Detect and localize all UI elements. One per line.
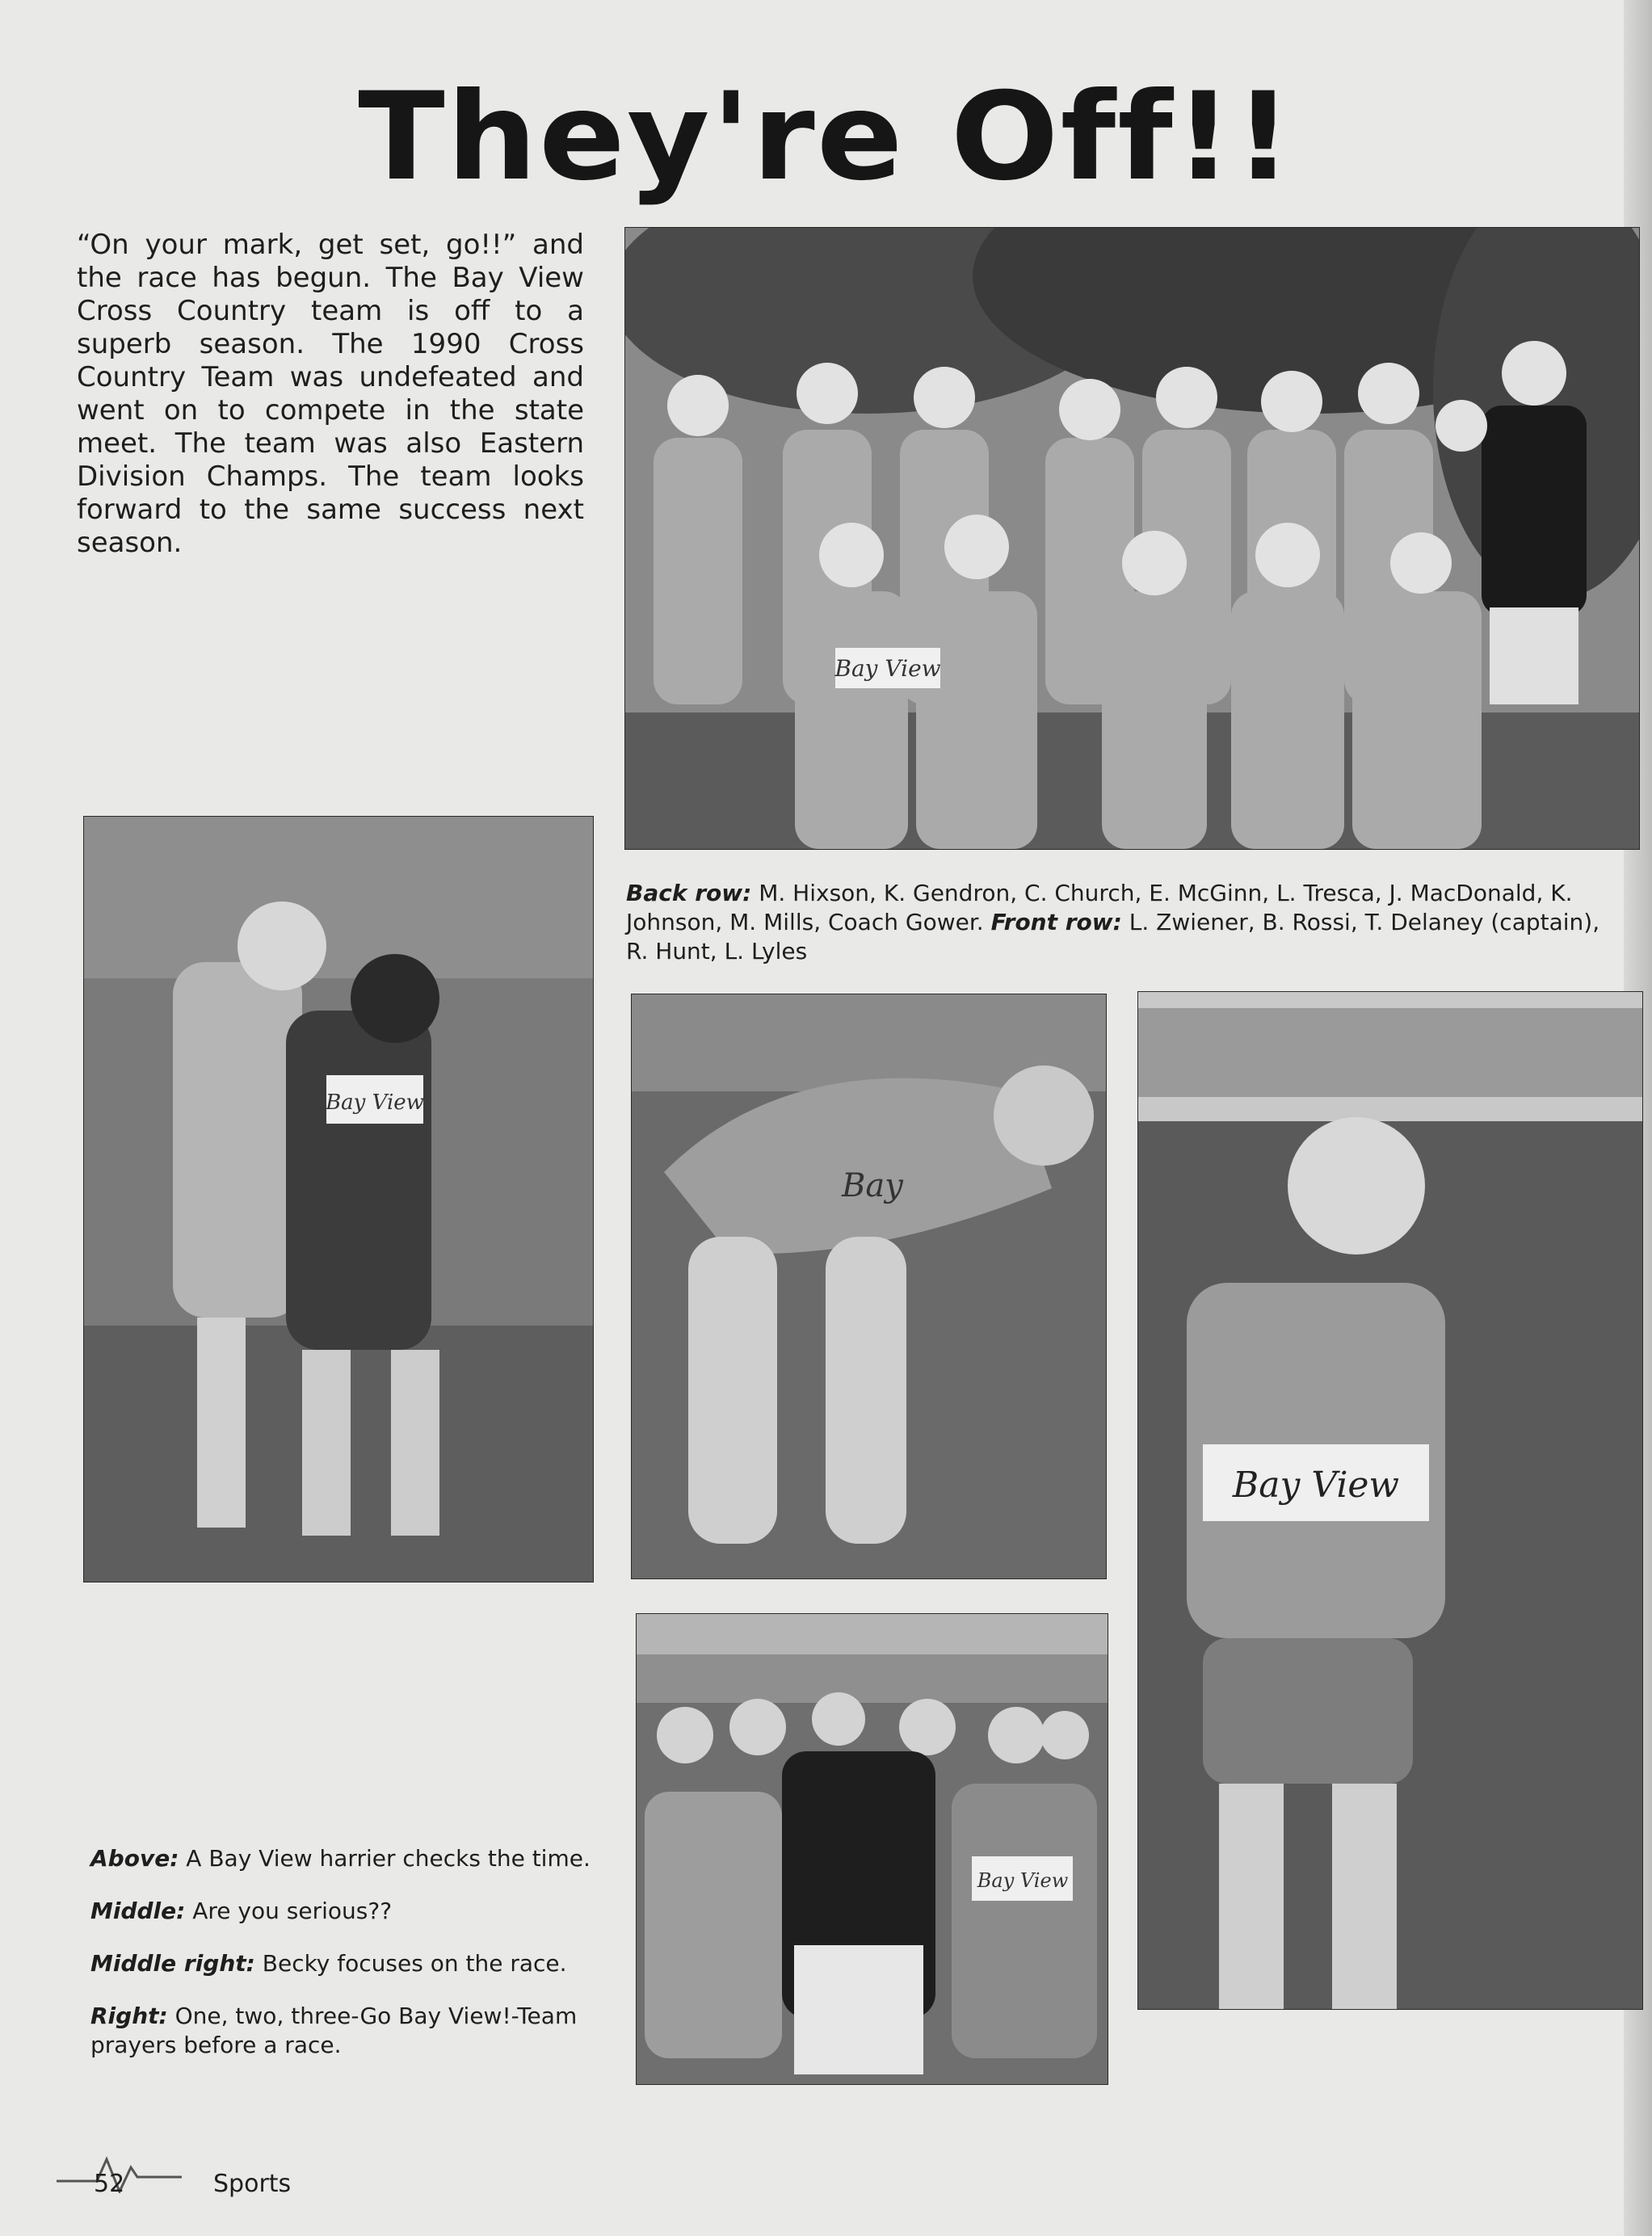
caption-above-text: A Bay View harrier checks the time. [179,1845,591,1872]
stopwatch-photo [83,816,594,1582]
caption-middle [90,1897,607,1926]
back-row-names-1: M. Hixson, K. Gendron, C. Church, E. McGinn, L. Tresca, J. MacDonald, K. [751,880,1573,906]
front-row-label: Front row: [990,909,1122,935]
team-photo [624,227,1640,850]
stopwatch-sign-text: Bay View [326,1091,424,1115]
intro-paragraph: “On your mark, get set, go!!” and the race has begun. The Bay View Cross Country team is off to a superb season. The 1990 Cross Country Team was undefeated and went on to compete in the state meet. The team was also Eastern Division Champs. The team looks forward to the same success next season. [77,229,584,559]
stretching-photo [631,994,1107,1579]
stretching-sign-text: Bay [842,1167,903,1204]
caption-middle-text: Are you serious?? [185,1898,393,1924]
caption-right [90,2002,607,2060]
section-name: Sports [213,2170,292,2198]
page-number: 52 [94,2170,125,2198]
front-row-names-2: R. Hunt, L. Lyles [626,938,808,965]
huddle-photo [636,1613,1108,2085]
caption-right-label: Right: [90,2003,168,2029]
front-row-names-1: L. Zwiener, B. Rossi, T. Delaney (captain), [1121,909,1600,935]
caption-above-label: Above: [90,1845,179,1872]
team-photo-caption [626,879,1652,966]
caption-middle-right [90,1949,607,1978]
caption-middle-label: Middle: [90,1898,186,1924]
caption-above [90,1844,607,1873]
caption-middle-right-label: Middle right: [90,1950,255,1977]
back-row-names-2: Johnson, M. Mills, Coach Gower. [626,909,991,935]
caption-right-text: One, two, three-Go Bay View!-Team prayers before a race. [90,2003,578,2058]
team-sign-text: Bay View [834,655,941,682]
caption-middle-right-text: Becky focuses on the race. [254,1950,567,1977]
back-row-label: Back row: [626,880,752,906]
runner-photo [1137,991,1643,2010]
huddle-sign-text: Bay View [977,1869,1069,1892]
photo-captions [90,1844,607,2083]
runner-sign-text: Bay View [1232,1465,1400,1506]
page-title: They're Off!! [358,67,1294,208]
